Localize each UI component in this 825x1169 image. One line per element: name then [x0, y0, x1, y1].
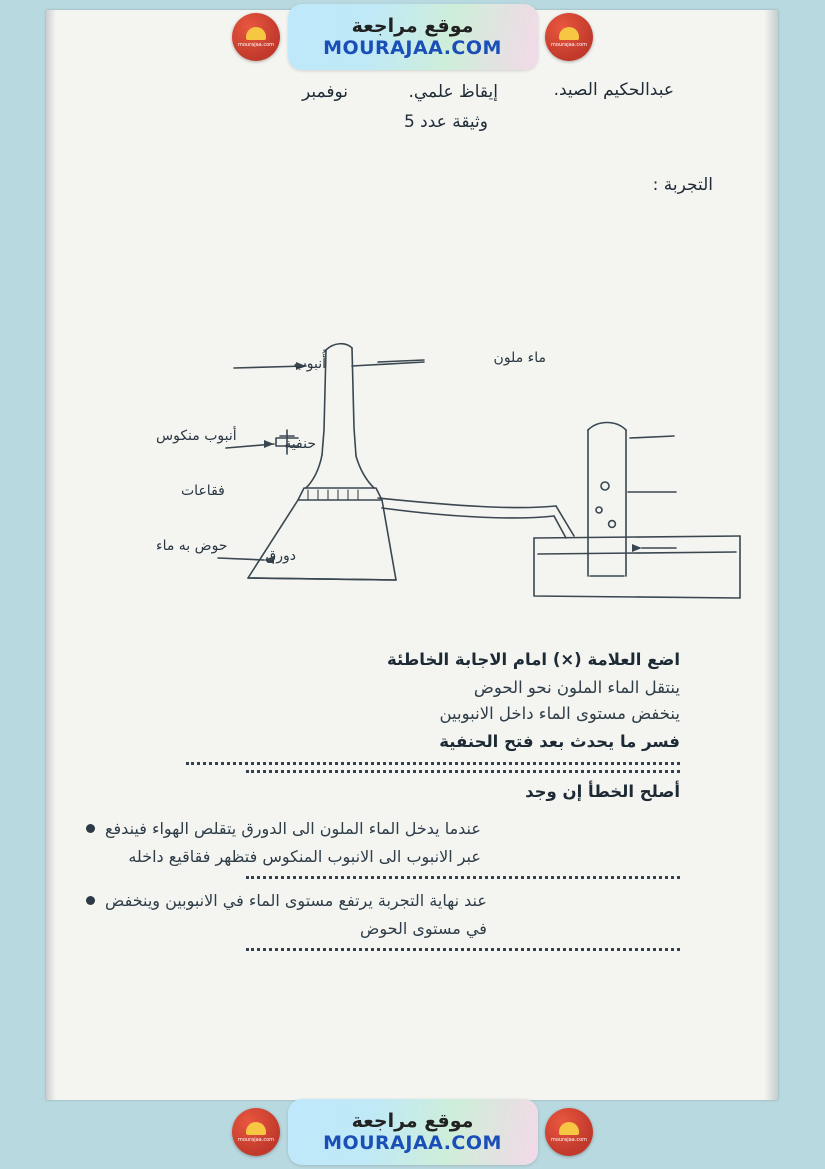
- worksheet-header: [86, 80, 738, 140]
- document-number: وثيقة عدد 5: [403, 112, 488, 132]
- bullet-icon: [86, 824, 95, 833]
- instruction-text: اضع العلامة (×) امام الاجابة الخاطئة: [386, 650, 680, 669]
- watermark-line-1: موقع مراجعة: [351, 1110, 474, 1132]
- badge-caption: mourajaa.com: [238, 1136, 275, 1143]
- label-tube: أُنبوب: [293, 356, 326, 372]
- label-bubbles: فقاعات: [181, 483, 225, 499]
- label-tap: حنفية: [284, 436, 316, 452]
- explain-prompt: فسر ما يحدث بعد فتح الحنفية: [439, 732, 680, 751]
- experiment-label: التجربة :: [652, 175, 713, 195]
- watermark-pill: [288, 1099, 538, 1165]
- answer-dotted-line[interactable]: [246, 769, 680, 773]
- questions-block: [86, 645, 738, 955]
- site-badge-icon: [545, 1108, 593, 1156]
- student-name: عبدالحكيم الصيد.: [553, 80, 674, 100]
- answer-item: [86, 887, 738, 943]
- answer-dotted-line[interactable]: [246, 947, 680, 951]
- label-inverted-tube: أنبوب منكوس: [156, 428, 237, 444]
- answer-dotted-line[interactable]: [186, 761, 680, 765]
- choice-2[interactable]: ينخفض مستوى الماء داخل الانبوبين: [439, 704, 680, 723]
- badge-dome-shape: [559, 1122, 579, 1135]
- answer-dotted-line[interactable]: [246, 875, 680, 879]
- watermark-line-2: MOURAJAA.COM: [323, 1132, 502, 1154]
- choice-1[interactable]: ينتقل الماء الملون نحو الحوض: [473, 678, 680, 697]
- subject-name: إيقاظ علمي.: [408, 82, 498, 102]
- answer-text-2: [105, 887, 487, 943]
- badge-caption: mourajaa.com: [551, 1136, 588, 1143]
- answer-item: [86, 815, 738, 871]
- label-flask: دورق: [265, 548, 296, 564]
- correct-prompt: أصلح الخطأ إن وجد: [525, 782, 680, 801]
- month-name: نوفمبر: [302, 82, 348, 102]
- badge-caption: mourajaa.com: [551, 41, 588, 48]
- watermark-bottom: [0, 1097, 825, 1167]
- experiment-diagram: [156, 310, 756, 620]
- badge-dome-shape: [246, 1122, 266, 1135]
- scanned-worksheet: [46, 10, 778, 1100]
- badge-caption: mourajaa.com: [238, 41, 275, 48]
- diagram-drawing: [156, 310, 756, 620]
- answer-text-1-line1: عندما يدخل الماء الملون الى الدورق يتقلص الهواء فيندفع: [105, 819, 481, 838]
- watermark-line-2: MOURAJAA.COM: [323, 37, 502, 59]
- bullet-icon: [86, 896, 95, 905]
- answer-text-2-line2: في مستوى الحوض: [360, 919, 487, 938]
- label-colored-water: ماء ملون: [493, 350, 546, 366]
- watermark-line-1: موقع مراجعة: [351, 15, 474, 37]
- answer-text-1-line2: عبر الانبوب الى الانبوب المنكوس فتظهر فقاقيع داخله: [128, 847, 481, 866]
- site-badge-icon: [232, 1108, 280, 1156]
- label-water-basin: حوض به ماء: [156, 538, 228, 554]
- answer-text-2-line1: عند نهاية التجربة يرتفع مستوى الماء في الانبوبين وينخفض: [105, 891, 487, 910]
- answer-text-1: [105, 815, 481, 871]
